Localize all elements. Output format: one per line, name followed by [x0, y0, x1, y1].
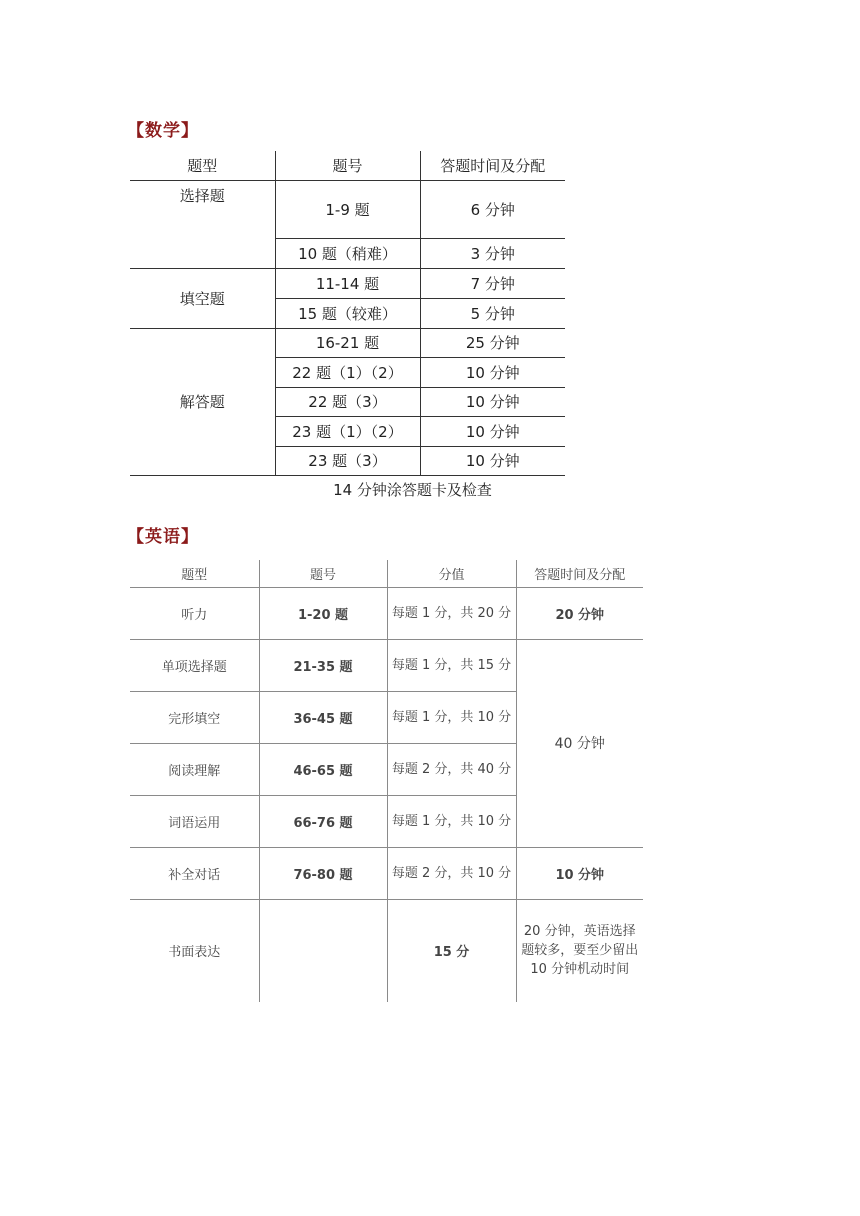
header-type: 题型 — [130, 151, 275, 180]
score-cell: 每题 1 分，共 15 分 — [387, 639, 516, 691]
type-cell: 解答题 — [130, 328, 275, 475]
number-cell: 22 题（1）（2） — [275, 357, 420, 387]
math-heading: 【数学】 — [127, 121, 199, 141]
type-cell: 完形填空 — [130, 691, 259, 743]
score-cell: 每题 1 分，共 10 分 — [387, 691, 516, 743]
time-cell: 10 分钟 — [420, 446, 565, 475]
type-cell: 填空题 — [130, 268, 275, 328]
time-cell: 7 分钟 — [420, 268, 565, 298]
time-cell: 3 分钟 — [420, 238, 565, 268]
score-cell: 每题 2 分，共 40 分 — [387, 743, 516, 795]
type-cell: 选择题 — [130, 180, 275, 268]
english-time-table — [130, 560, 643, 1002]
score-cell: 15 分 — [387, 899, 516, 1002]
type-cell: 词语运用 — [130, 795, 259, 847]
number-cell: 10 题（稍难） — [275, 238, 420, 268]
time-cell: 10 分钟 — [516, 847, 643, 899]
time-cell: 20 分钟 — [516, 587, 643, 639]
time-cell: 10 分钟 — [420, 357, 565, 387]
header-time: 答题时间及分配 — [516, 560, 643, 587]
number-cell: 16-21 题 — [275, 328, 420, 357]
math-footer-note: 14 分钟涂答题卡及检查 — [130, 475, 565, 504]
number-cell: 36-45 题 — [259, 691, 387, 743]
shared-time-cell: 40 分钟 — [516, 639, 643, 847]
number-cell: 1-9 题 — [275, 180, 420, 238]
time-cell: 6 分钟 — [420, 180, 565, 238]
header-number: 题号 — [275, 151, 420, 180]
type-cell: 书面表达 — [130, 899, 259, 1002]
number-cell: 46-65 题 — [259, 743, 387, 795]
time-cell: 10 分钟 — [420, 387, 565, 416]
header-type: 题型 — [130, 560, 259, 587]
time-note-cell: 20 分钟，英语选择题较多，要至少留出 10 分钟机动时间 — [516, 899, 643, 1002]
number-cell: 76-80 题 — [259, 847, 387, 899]
number-cell: 66-76 题 — [259, 795, 387, 847]
type-cell: 阅读理解 — [130, 743, 259, 795]
time-cell: 25 分钟 — [420, 328, 565, 357]
math-time-table — [130, 151, 565, 504]
number-cell — [259, 899, 387, 1002]
score-cell: 每题 2 分，共 10 分 — [387, 847, 516, 899]
type-cell: 听力 — [130, 587, 259, 639]
header-time: 答题时间及分配 — [420, 151, 565, 180]
time-cell: 5 分钟 — [420, 298, 565, 328]
number-cell: 1-20 题 — [259, 587, 387, 639]
number-cell: 11-14 题 — [275, 268, 420, 298]
score-cell: 每题 1 分，共 10 分 — [387, 795, 516, 847]
time-cell: 10 分钟 — [420, 416, 565, 446]
type-cell: 补全对话 — [130, 847, 259, 899]
english-heading: 【英语】 — [127, 527, 199, 547]
number-cell: 23 题（1）（2） — [275, 416, 420, 446]
header-number: 题号 — [259, 560, 387, 587]
number-cell: 23 题（3） — [275, 446, 420, 475]
header-score: 分值 — [387, 560, 516, 587]
score-cell: 每题 1 分，共 20 分 — [387, 587, 516, 639]
number-cell: 15 题（较难） — [275, 298, 420, 328]
number-cell: 21-35 题 — [259, 639, 387, 691]
type-cell: 单项选择题 — [130, 639, 259, 691]
number-cell: 22 题（3） — [275, 387, 420, 416]
